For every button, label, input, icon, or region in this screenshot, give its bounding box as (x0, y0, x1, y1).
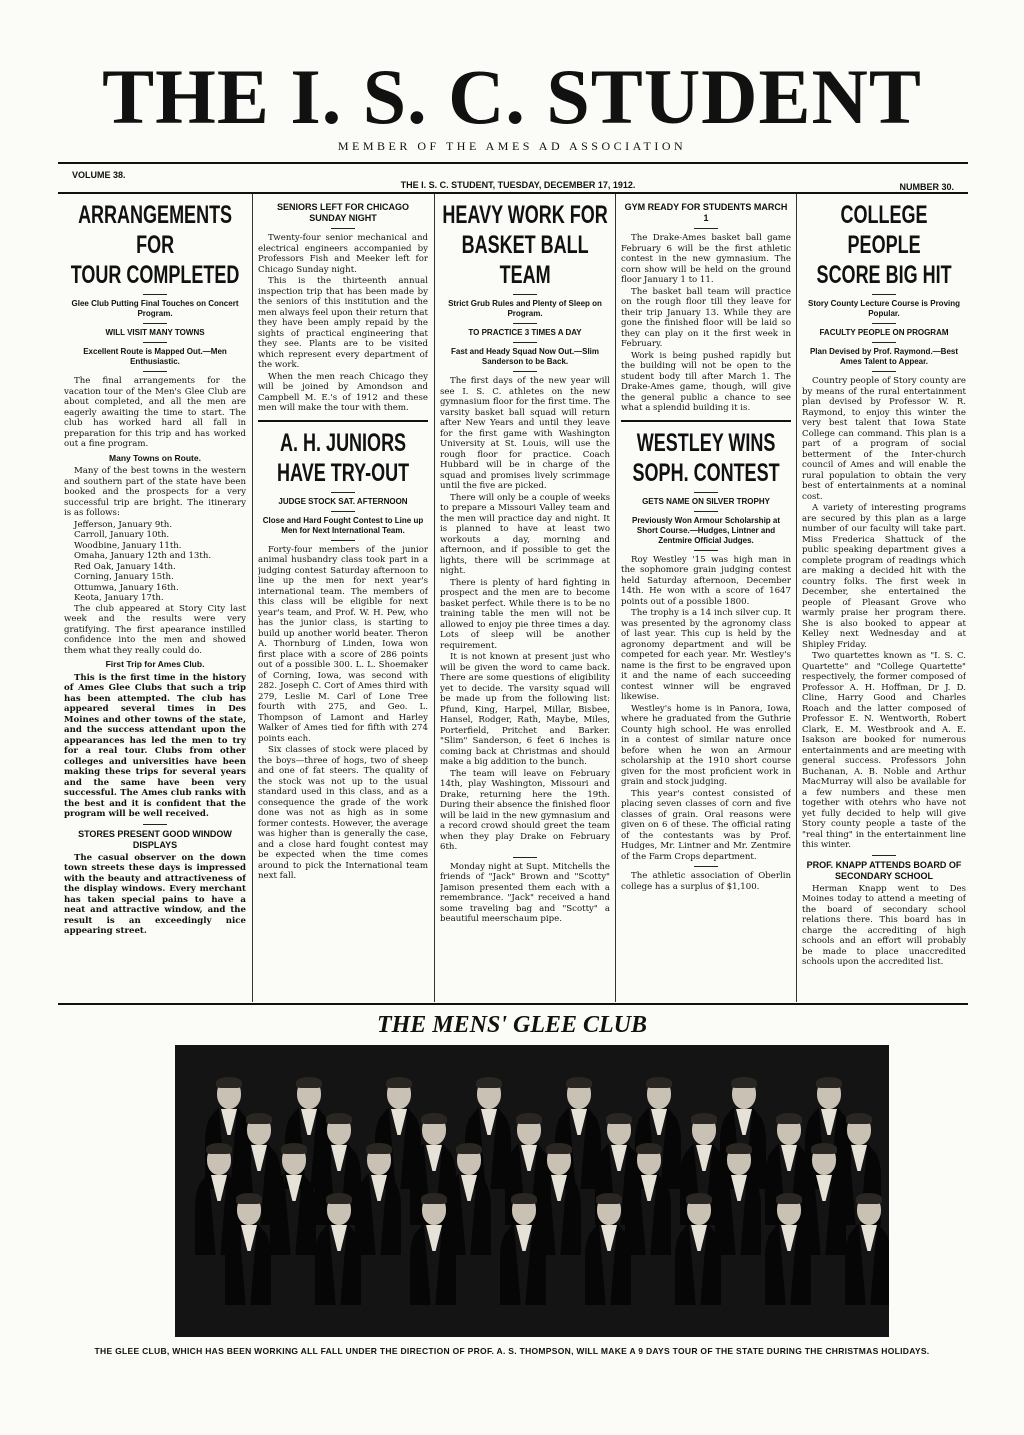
column-3 (440, 194, 610, 1002)
glee-club-member (585, 1195, 631, 1305)
glee-club-member (625, 1145, 671, 1255)
itinerary-item: Jefferson, January 9th. (74, 519, 173, 530)
deck: WILL VISIT MANY TOWNS (105, 328, 205, 337)
glee-club-member (845, 1195, 889, 1305)
article-paragraph: Roy Westley '15 was high man in the sophomore grain judging contest held Saturday afternoon, December 14th. He won with a score of 1647 points out of a possible 1800. (621, 554, 791, 607)
deck: JUDGE STOCK SAT. AFTERNOON (278, 496, 408, 506)
article-columns (58, 194, 968, 1002)
headline-ah-juniors: A. H. JUNIORS HAVE TRY-OUT (277, 428, 410, 487)
article-paragraph: This is the first time in the history of Ames Glee Clubs that such a trip has been attempted. The club has appeared several times in Des Moines and other towns of the state, and the success attendant upon the appearances has led the men to try for a real tour. Clubs from other colleges and universities have been making these trips for several years and the same have been very successful. The Ames club ranks with the best and it is confident that the program will be well received. (64, 672, 246, 819)
article-paragraph: Six classes of stock were placed by the boys—three of hogs, two of sheep and one of fat steers. The quality of the stock was not up to the usual standard used in this class, and as a consequence the grade of the work done was not as high as in some former contests. However, the average was higher than is generally the case, and a close hard fought contest may be expected when the time comes around to pick the International team next fall. (258, 745, 428, 881)
headline-stores: STORES PRESENT GOOD WINDOW DISPLAYS (78, 828, 232, 850)
article-paragraph: The casual observer on the down town streets these days is impressed with the beauty and attractiveness of the display windows. Every merchant has taken special pains to have a neat and attractive window, and the result is an exceedingly nice appearing street. (64, 852, 246, 936)
photo-caption: THE GLEE CLUB, WHICH HAS BEEN WORKING ALL FALL UNDER THE DIRECTION OF PROF. A. S. THOMPSON, WILL MAKE A 9 DAYS TOUR OF THE STATE DURING THE CHRISTMAS HOLIDAYS. (94, 1346, 930, 1356)
itinerary-item: Corning, January 15th. (74, 572, 174, 582)
issue-info-bar (58, 168, 968, 190)
column-4 (621, 194, 791, 1002)
subhead: First Trip for Ames Club. (105, 659, 205, 669)
article-paragraph: This is the thirteenth annual inspection trip that has been made by the seniors of this institution and the men always feel upon their return that they have been amply repaid by the sights of practical engineering that they see. Plants are to be visited which represent every department of the work. (258, 276, 428, 370)
deck: TO PRACTICE 3 TIMES A DAY (468, 328, 582, 337)
itinerary-item: Ottumwa, January 16th. (74, 582, 179, 593)
deck: GETS NAME ON SILVER TROPHY (642, 496, 770, 506)
headline-westley: WESTLEY WINS SOPH. CONTEST (632, 428, 780, 487)
headline-knapp: PROF. KNAPP ATTENDS BOARD OF SECONDARY SCHOOL (806, 859, 962, 881)
deck: Fast and Heady Squad Now Out.—Slim Sanderson to be Back. (450, 347, 600, 366)
article-paragraph: Herman Knapp went to Des Moines today to attend a meeting of the board of secondary school relations there. This board has in charge the accrediting of high schools and an effort will probably be made to place unaccredited schools upon the accredited list. (802, 883, 966, 967)
article-paragraph: The trophy is a 14 inch silver cup. It was presented by the agronomy class of last year. This cup is held by the agronomy department and will be competed for each year. Mr. Westley's name is the first to be engraved upon it and the name of each succeeding contest winner will be engraved likewise. (621, 608, 791, 702)
issue-number: NUMBER 30. (899, 182, 954, 192)
itinerary-item: Keota, January 17th. (74, 593, 164, 603)
article-paragraph: The basket ball team will practice on the rough floor till they leave for their trip January 13. While they are gone the finished floor will be laid so they can play on it the first week in February. (621, 286, 791, 349)
column-5 (802, 194, 966, 1002)
article-paragraph: There will only be a couple of weeks to prepare a Missouri Valley team and the men will practice day and night. It is planned to have at least two workouts a day, morning and afternoon, and if possible to get the lights, there will be scrimmage at night. (440, 492, 610, 576)
deck: FACULTY PEOPLE ON PROGRAM (819, 328, 949, 337)
article-paragraph: Two quartettes known as "I. S. C. Quartette" and "College Quartette" respectively, the former composed of Professor A. H. Hoffman, Dr J. D. Cline, Harry Good and Charles Roach and the latter composed of Professor E. N. Wentworth, Robert Clark, E. M. Westbrook and A. E. Isakson are booked for numerous entertainments and are meeting with general success. Professors John Buchanan, A. B. Noble and Arthur MacMurray will also be available for a few numbers and these men together with otehrs who have not yet fully decided to help will give Story county people a taste of the "real thing" in the entertainment line this winter. (802, 651, 966, 850)
glee-club-member (500, 1195, 546, 1305)
article-paragraph: Country people of Story county are by means of the rural entertainment plan devised by Professor W. R. Raymond, to enjoy this winter the very best talent that Iowa State College can command. This plan is a part of a program of social betterment of the Inter-church council of Ames and will enable the rural population to obtain the very best of entertainments at a nominal cost. (802, 376, 966, 502)
article-paragraph: Westley's home is in Panora, Iowa, where he graduated from the Guthrie County high school. He was enrolled in a contest of similar nature once before when he won an Armour scholarship at the 1910 short course given for the most proficient work in grain and stock judging. (621, 703, 791, 787)
masthead-member-line: MEMBER OF THE AMES AD ASSOCIATION (337, 139, 687, 153)
article-paragraph: The club appeared at Story City last week and the results were very gratifying. The first apearance instilled confidence into the men and showed them what they really could do. (64, 603, 246, 656)
deck: Glee Club Putting Final Touches on Concert Program. (71, 299, 239, 318)
subhead: Many Towns on Route. (109, 452, 201, 463)
article-paragraph: The team will leave on February 14th, play Washington, Missouri and Drake, returning here the 19th. During their absence the finished floor will be laid in the new gymnasium and a record crowd should greet the team when they play Drake on February 6th. (440, 768, 610, 852)
deck: Excellent Route is Mapped Out.—Men Enthusiastic. (83, 347, 227, 366)
column-divider (796, 194, 797, 1002)
photo-section-rule (58, 1003, 968, 1005)
glee-club-photograph (175, 1045, 889, 1337)
headline-gym: GYM READY FOR STUDENTS MARCH 1 (624, 202, 788, 223)
article-paragraph: The Drake-Ames basket ball game February 6 will be the first athletic contest in the new gymnasium. The corn show will be held on the ground floor January 1 to 11. (621, 233, 791, 285)
article-paragraph: Work is being pushed rapidly but the building will not be open to the student body till after March 1. The Drake-Ames game, though, will give the general public a chance to see what a splendid building it is. (621, 350, 791, 413)
article-paragraph: Monday night at Supt. Mitchells the friends of "Jack" Brown and "Scotty" Jamison presented them each with a remembrance. "Jack" received a hand some traveling bag and "Scotty" a beautiful meerschaum pipe. (440, 861, 610, 924)
glee-club-member (675, 1195, 721, 1305)
volume-label: VOLUME 38. (72, 170, 126, 180)
deck: Story County Lecture Course is Proving Popular. (807, 299, 961, 318)
article-paragraph: The first days of the new year will see I. S. C. athletes on the new gymnasium floor for the first time. The varsity basket ball squad will return after New Years and until they leave for the first game with Washington University at St. Louis, will use the rough floor for practice. Coach Hubbard will be in charge of the squad and promises lively scrimmage until the five are picked. (440, 376, 610, 491)
photo-title: THE MENS' GLEE CLUB (376, 1012, 648, 1038)
article-paragraph: Many of the best towns in the western and southern part of the state have been booked and the prospects for a very successful trip are bright. The itinerary is as follows: (64, 466, 246, 518)
glee-club-member (355, 1145, 401, 1255)
glee-club-member (765, 1195, 811, 1305)
article-paragraph: Forty-four members of the junior animal husbandry class took part in a judging contest Saturday afternoon to line up the men for next year's international team. The members of this class will be eligible for next year's team, and Prof. W. H. Pew, who has the junior class, is starting to build up another world beater. Theron A. Thornburg of Linden, Iowa won first place with a score of 286 points out of a possible 300. L. L. Shoemaker of Corning, Iowa, was second with 282. Joseph C. Cort of Ames third with 279, Leslie M. Carl of Lone Tree fourth with 275, and Geo. L. Thompson of Lamont and Harley Walker of Ames tied for fifth with 274 points each. (258, 544, 428, 744)
article-paragraph: The final arrangements for the vacation tour of the Men's Glee Club are about completed, and all the men are eagerly awaiting the time to start. The club has worked hard all fall in preparation for this trip and has worked out a fine program. (64, 376, 246, 449)
itinerary-item: Omaha, January 12th and 13th. (74, 551, 212, 561)
itinerary-item: Woodbine, January 11th. (74, 540, 182, 551)
article-paragraph: It is not known at present just who will be given the word to came back. There are some questions of eligibility yet to decide. The varsity squad will be made up from the following list: Pfund, King, Harpel, Millar, Bisbee, Hansel, Rodger, Rath, Maybe, Miles, Porterfield, Pritchet and Barker. "Slim" Sanderson, 6 feet 6 inches is coming back at Christmas and should make a big addition to the bunch. (440, 652, 610, 767)
column-divider (615, 194, 616, 1002)
article-paragraph: This year's contest consisted of placing seven classes of corn and five classes of grain. Oral reasons were given on 6 of these. The official rating of the contestants was by Prof. Hudges, Mr. Lintner and Mr. Zentmire of the Farm Crops department. (621, 788, 791, 862)
deck: Plan Devised by Prof. Raymond.—Best Ames Talent to Appear. (809, 347, 959, 366)
article-paragraph: A variety of interesting programs are secured by this plan as a large number of our faculty will take part. Miss Frederica Shattuck of the public speaking department gives a complete program of readings which are making a decided hit with the country folks. The first week in December, she entertained the people of Pleasant Grove who warmly praise her program there. She is also booked to appear at Kelley next Wednesday and at Shipley Friday. (802, 503, 966, 650)
itinerary-item: Red Oak, January 14th. (74, 561, 176, 572)
dateline: THE I. S. C. STUDENT, TUESDAY, DECEMBER 17, 1912. (400, 180, 636, 190)
article-paragraph: There is plenty of hard fighting in prospect and the men are to become basket perfect. While there is to be no training table the men will not be allowed to enjoy pie three times a day. Lots of sleep will be another requirement. (440, 577, 610, 651)
article-paragraph: When the men reach Chicago they will be joined by Amondson and Campbell M. E.'s of 1912 and these men will make the tour with them. (258, 371, 428, 413)
column-divider (252, 194, 253, 1002)
column-2 (258, 194, 428, 1002)
column-1 (64, 194, 246, 1002)
masthead-title: THE I. S. C. STUDENT (102, 53, 922, 140)
column-divider (434, 194, 435, 1002)
glee-club-member (410, 1195, 456, 1305)
deck: Previously Won Armour Scholarship at Short Course.—Hudges, Lintner and Zentmire Official Judges. (631, 515, 781, 545)
glee-club-member (270, 1145, 316, 1255)
deck: Strict Grub Rules and Plenty of Sleep on Program. (448, 299, 602, 318)
glee-club-member (715, 1145, 761, 1255)
itinerary-list (64, 520, 246, 604)
headline-seniors: SENIORS LEFT FOR CHICAGO SUNDAY NIGHT (276, 202, 409, 223)
deck: Close and Hard Fought Contest to Line up Men for Next International Team. (262, 515, 424, 535)
masthead-rule (58, 162, 968, 164)
glee-club-member (225, 1195, 271, 1305)
headline-college-people: COLLEGE PEOPLE SCORE BIG HIT (816, 201, 952, 289)
article-paragraph: Twenty-four senior mechanical and electrical engineers accompanied by Professors Fish and Meeker left for Chicago Sunday night. (258, 233, 428, 275)
headline-basket-ball: HEAVY WORK FOR BASKET BALL TEAM (442, 201, 608, 289)
article-paragraph: The athletic association of Oberlin college has a surplus of $1,100. (621, 871, 791, 892)
glee-club-member (315, 1195, 361, 1305)
headline-arrangements: ARRANGEMENTS FOR TOUR COMPLETED (70, 201, 240, 289)
itinerary-item: Carroll, January 10th. (74, 530, 170, 540)
